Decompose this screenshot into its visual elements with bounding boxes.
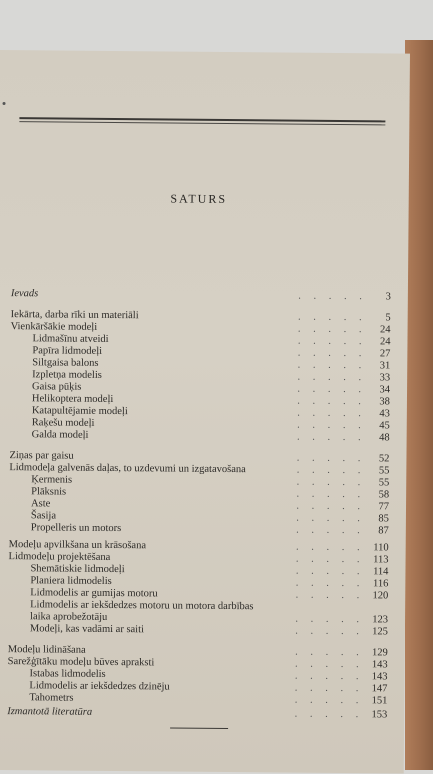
toc-entry [10, 429, 390, 444]
toc-page-number: 85 [378, 513, 389, 525]
toc-page-number: 125 [372, 626, 388, 638]
toc-page-number: 43 [379, 408, 390, 420]
toc-entry-label: Shemātiskie lidmodeļi [30, 563, 125, 576]
toc-page-number: 27 [379, 348, 391, 360]
toc-leader-dots: . . . . . [296, 464, 366, 477]
toc-leader-dots: . . . . . [294, 682, 364, 695]
toc-entry-label: Tahometrs [29, 692, 74, 704]
toc-page-number: 31 [379, 360, 391, 372]
toc-page-number: 24 [380, 324, 391, 336]
toc-leader-dots: . . . . . [298, 290, 367, 303]
toc-leader-dots: . . . . . [297, 383, 367, 396]
book-page [0, 50, 410, 774]
toc-leader-dots: . . . . . [296, 524, 365, 537]
toc-entry [11, 288, 391, 303]
toc-leader-dots: . . . . . [297, 419, 366, 432]
toc-entry-label: Siltgaisa balons [32, 357, 99, 369]
toc-page-number: 114 [373, 566, 389, 578]
toc-entry-label: Vienkāršākie modeļi [10, 321, 98, 333]
toc-page-number: 38 [379, 396, 390, 408]
toc-entry-label: Izmantotā literatūra [7, 706, 93, 718]
toc-entry-label: Papīra lidmodeļi [32, 345, 103, 357]
toc-entry-label: Galda modeļi [31, 429, 89, 441]
toc-leader-dots: . . . . . [295, 589, 365, 602]
toc-page-number: 77 [378, 501, 390, 513]
toc-entry-label: Lidmodelis ar iekšdedzes dzinēju [29, 680, 170, 693]
toc-page-number: 5 [385, 312, 391, 324]
toc-entry-label: Plāksnis [31, 486, 67, 498]
toc-entry [8, 623, 388, 638]
toc-leader-dots: . . . . . [294, 708, 364, 721]
toc-page-number: 34 [379, 384, 391, 396]
toc-leader-dots: . . . . . [295, 646, 364, 659]
toc-entry-label: Ziņas par gaisu [9, 450, 74, 462]
toc-leader-dots: . . . . . [296, 488, 366, 501]
table-of-contents [7, 236, 391, 721]
toc-entry-label: Ievads [10, 288, 39, 300]
toc-leader-dots: . . . . . [295, 625, 364, 638]
toc-entry-label: Lidmodeļu projektēšana [8, 551, 111, 563]
toc-leader-dots: . . . . . [295, 553, 365, 566]
toc-leader-dots: . . . . . [296, 476, 366, 489]
toc-leader-dots: . . . . . [297, 347, 367, 360]
toc-page-number: 120 [372, 590, 389, 602]
toc-page-number: 24 [379, 336, 391, 348]
toc-entry-label: Modeļu lidināšana [7, 644, 86, 656]
toc-entry-label: Lidmodelis ar iekšdedzes motoru un motora darbības [30, 599, 254, 613]
toc-page-number: 3 [385, 291, 391, 303]
toc-entry-label: Aste [30, 498, 51, 510]
toc-entry-label: Planiera lidmodelis [30, 575, 112, 587]
toc-entry [9, 522, 389, 537]
toc-page-number: 45 [379, 420, 390, 432]
toc-leader-dots: . . . . . [294, 670, 364, 683]
toc-leader-dots: . . . . . [296, 512, 365, 525]
toc-leader-dots: . . . . . [296, 431, 366, 444]
bottom-rule [170, 728, 228, 730]
toc-leader-dots: . . . . . [295, 613, 365, 626]
toc-entry-label: Lidmodeļa galvenās daļas, to uzdevumi un izgatavošana [9, 462, 246, 476]
toc-entry-label: Gaisa pūķis [32, 381, 82, 393]
toc-page-number: 147 [371, 683, 388, 695]
toc-leader-dots: . . . . . [294, 694, 364, 707]
toc-entry-label: Šasija [30, 510, 57, 522]
toc-entry-label: Katapultējamie modeļi [31, 405, 128, 418]
toc-page-number: 55 [378, 477, 390, 489]
toc-entry [7, 706, 387, 721]
toc-entry-label: Propelleris un motors [30, 522, 122, 535]
toc-leader-dots: . . . . . [297, 323, 367, 336]
toc-leader-dots: . . . . . [296, 452, 366, 465]
toc-page-number: 116 [372, 578, 389, 590]
toc-page-number: 143 [371, 659, 388, 671]
page-title: SATURS [170, 191, 228, 206]
toc-leader-dots: . . . . . [297, 359, 367, 372]
toc-leader-dots: . . . . . [296, 500, 366, 513]
toc-leader-dots: . . . . . [297, 395, 366, 408]
toc-page-number: 33 [379, 372, 391, 384]
toc-page-number: 113 [373, 554, 389, 566]
toc-leader-dots: . . . . . [297, 407, 366, 420]
toc-page-number: 129 [371, 647, 388, 659]
toc-entry [7, 692, 387, 707]
book-spine [405, 40, 433, 770]
toc-entry-label: Raķešu modeļi [31, 417, 95, 429]
toc-page-number: 48 [379, 432, 390, 444]
toc-entry-label: Ķermenis [31, 474, 73, 486]
toc-leader-dots: . . . . . [295, 577, 365, 590]
toc-entry-label: Lidmašīnu atveidi [32, 333, 109, 345]
toc-page-number: 123 [372, 614, 389, 626]
toc-leader-dots: . . . . . [298, 311, 367, 324]
toc-page-number: 55 [378, 465, 390, 477]
toc-leader-dots: . . . . . [296, 541, 365, 554]
toc-entry-label: Iekārta, darba rīki un materiāli [10, 309, 139, 322]
toc-entry-label: Istabas lidmodelis [29, 668, 106, 680]
toc-leader-dots: . . . . . [297, 371, 367, 384]
toc-entry-label: Modeļu apvilkšana un krāsošana [8, 539, 147, 552]
toc-leader-dots: . . . . . [295, 565, 365, 578]
toc-entry-label: Izpletņa modelis [32, 369, 102, 381]
toc-entry-label: laika aprobežotāju [30, 611, 108, 623]
toc-entry-label: Modeļi, kas vadāmi ar saiti [29, 623, 145, 636]
toc-page-number: 58 [378, 489, 390, 501]
toc-page-number: 151 [371, 695, 388, 707]
toc-page-number: 143 [371, 671, 388, 683]
toc-page-number: 110 [373, 542, 389, 554]
toc-page-number: 87 [378, 525, 389, 537]
toc-entry-label: Sarežģītāku modeļu būves apraksti [7, 656, 155, 669]
toc-page-number: 153 [371, 709, 388, 721]
toc-leader-dots: . . . . . [294, 658, 364, 671]
page-mark [3, 102, 6, 105]
toc-leader-dots: . . . . . [297, 335, 367, 348]
toc-page-number: 52 [378, 453, 390, 465]
toc-entry-label: Helikoptera modeļi [31, 393, 114, 406]
toc-entry-label: Lidmodelis ar gumijas motoru [30, 587, 158, 600]
